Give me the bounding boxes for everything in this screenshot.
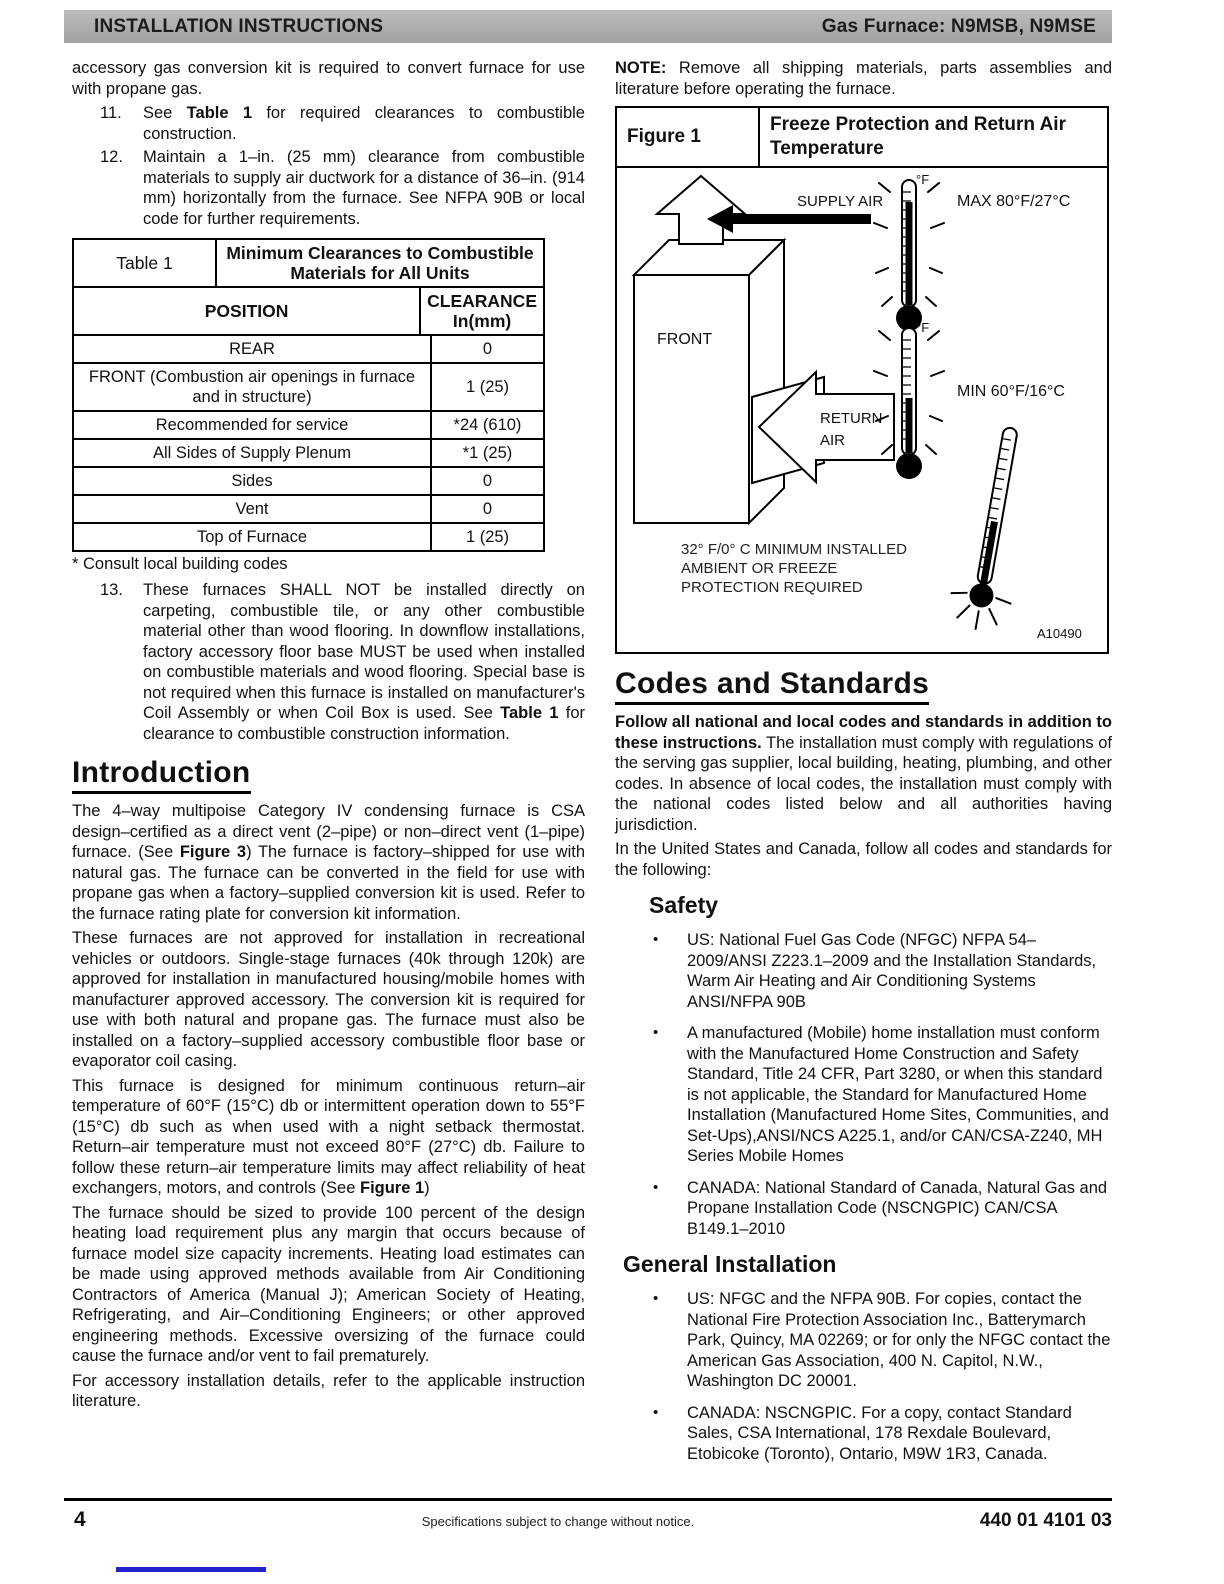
codes-standards-heading: Codes and Standards xyxy=(615,667,929,705)
list-item xyxy=(615,930,1112,1012)
figure-1-header xyxy=(617,108,1107,168)
list-item-13 xyxy=(72,580,585,744)
list-text: Maintain a 1–in. (25 mm) clearance from combustible materials to supply air ductwork for a distance of 36–in. (914 mm) horizontally from the furnace. See NFPA 90B or local code for further requirements. xyxy=(143,148,585,228)
page-footer xyxy=(64,1508,1112,1532)
scan-artifact-blue-line xyxy=(116,1567,266,1572)
note-paragraph xyxy=(615,58,1112,99)
list-item-12 xyxy=(72,147,585,229)
page-header-bar xyxy=(64,10,1112,43)
paragraph: These furnaces are not approved for installation in recreational vehicles or outdoors. Single-stage furnaces (40k through 120k) are approved for installation in manufactured housing/mobile homes with manufacturer approved accessory. The conversion kit is required for use with both natural and propane gas. The furnace must also be installed on a factory–supplied accessory combustible floor base or evaporator coil casing. xyxy=(72,929,585,1070)
table-1-header-row xyxy=(74,286,543,334)
bullet-dot: • xyxy=(653,1290,659,1307)
left-column xyxy=(72,54,585,1475)
supply-air-label: SUPPLY AIR xyxy=(797,193,884,210)
front-label: FRONT xyxy=(657,331,713,348)
degf-label: °F xyxy=(916,320,930,335)
position-cell: All Sides of Supply Plenum xyxy=(74,440,432,466)
position-cell: Top of Furnace xyxy=(74,524,432,550)
list-text xyxy=(143,103,585,144)
figure-1-title: Freeze Protection and Return Air Temperature xyxy=(770,114,1066,159)
footer-rule xyxy=(64,1498,1112,1501)
figure-caption-line1: 32° F/0° C MINIMUM INSTALLED xyxy=(681,541,907,558)
general-installation-heading: General Installation xyxy=(623,1251,837,1277)
clearance-cell: 1 (25) xyxy=(465,378,510,396)
min-temp-label: MIN 60°F/16°C xyxy=(957,383,1065,400)
text-run: See xyxy=(143,104,187,122)
degf-label: °F xyxy=(916,172,930,187)
bullet-text: CANADA: NSCNGPIC. For a copy, contact Standard Sales, CSA International, 178 Rexdale Boulevard, Etobicoke (Toronto), Ontario, M9W 1R3, Canada. xyxy=(687,1403,1072,1463)
list-item xyxy=(615,1403,1112,1465)
text-run: for clearance to combustible construction information. xyxy=(143,704,586,743)
table-row xyxy=(74,494,543,522)
table-row xyxy=(74,466,543,494)
clearance-cell: 1 (25) xyxy=(465,528,510,546)
max-temp-label: MAX 80°F/27°C xyxy=(957,193,1071,210)
continuation-paragraph: accessory gas conversion kit is required to convert furnace for use with propane gas. xyxy=(72,59,585,98)
bullet-text: CANADA: National Standard of Canada, Natural Gas and Propane Installation Code (NSCNGPIC) CAN/CSA B149.1–2010 xyxy=(687,1178,1108,1238)
text-run: These furnaces SHALL NOT be installed directly on carpeting, combustible tile, or any other combustible material other than wood flooring. In downflow installations, factory accessory floor base MUST be used when installed on combustible materials and wood flooring. Special base is not required when this furnace is installed on manufacturer's Coil Assembly or when Coil Box is used. See xyxy=(143,581,585,722)
figure-id-label: A10490 xyxy=(1037,626,1082,641)
paragraph: For accessory installation details, refer to the applicable instruction literature. xyxy=(72,1371,585,1410)
footer-disclaimer: Specifications subject to change without notice. xyxy=(421,1514,695,1529)
position-cell: FRONT (Combustion air openings in furnace and in structure) xyxy=(74,364,432,410)
paragraph: The furnace should be sized to provide 100 percent of the design heating load requirement plus any margin that occurs because of furnace model size capacity increments. Heating load estimates can be made using approved methods available from Air Conditioning Contractors of America (Manual J); American Society of Heating, Refrigerating, and Air–Conditioning Engineers; or other approved engineering methods. Excessive oversizing of the furnace could cause the furnace and/or vent to fail prematurely. xyxy=(72,1203,585,1365)
table-1-title: Minimum Clearances to Combustible Materials for All Units xyxy=(226,243,534,283)
document-number: 440 01 4101 03 xyxy=(979,1510,1112,1531)
page-number: 4 xyxy=(74,1508,86,1531)
text-run: Remove all shipping materials, parts assemblies and literature before operating the furnace. xyxy=(615,59,1112,98)
list-item xyxy=(615,1178,1112,1240)
column-header-clearance-line2: In(mm) xyxy=(452,311,512,331)
paragraph xyxy=(615,712,1112,835)
safety-heading: Safety xyxy=(649,892,719,918)
position-cell: Sides xyxy=(74,468,432,494)
list-item xyxy=(615,1023,1112,1167)
bullet-dot: • xyxy=(653,1178,659,1196)
list-number: 13. xyxy=(100,581,123,599)
bullet-dot: • xyxy=(653,1403,659,1421)
introduction-heading: Introduction xyxy=(72,756,251,794)
table-row xyxy=(74,410,543,438)
text-run-bold: Follow all national and local codes and standards in addition to these instructions. xyxy=(615,713,1112,752)
position-cell: REAR xyxy=(74,336,432,362)
text-run: The 4–way multipoise Category IV condensing furnace is CSA design–certified as a direct vent (2–pipe) or non–direct vent (1–pipe) furnace. (See xyxy=(72,802,585,861)
figure-caption-line3: PROTECTION REQUIRED xyxy=(681,579,863,596)
bullet-text: US: National Fuel Gas Code (NFGC) NFPA 54–2009/ANSI Z223.1–2009 and the Installation Standards, Warm Air Heating and Air Conditioning Systems ANSI/NFPA 90B xyxy=(687,931,1097,1011)
list-item-11 xyxy=(72,103,585,144)
return-air-label-line1: RETURN xyxy=(820,410,883,427)
figure-1-label: Figure 1 xyxy=(617,108,760,166)
table-row xyxy=(74,362,543,410)
text-run: for required clearances to combustible construction. xyxy=(143,104,585,143)
bullet-text: US: NFGC and the NFPA 90B. For copies, contact the National Fire Protection Association Inc., Batterymarch Park, Quincy, MA 02269; or for only the NFGC contact the American Gas Association, 400 N. Capitol, N.W., Washington DC 20001. xyxy=(687,1290,1111,1390)
table-footnote: * Consult local building codes xyxy=(72,555,288,573)
clearance-cell: *1 (25) xyxy=(462,444,513,462)
table-1 xyxy=(72,238,545,552)
paragraph xyxy=(72,801,585,924)
column-header-position: POSITION xyxy=(74,288,421,334)
general-bullet-list xyxy=(615,1289,1112,1464)
paragraph xyxy=(72,1076,585,1199)
paragraph: In the United States and Canada, follow all codes and standards for the following: xyxy=(615,840,1112,879)
table-row xyxy=(74,438,543,466)
list-number: 11. xyxy=(100,104,122,122)
column-header-clearance-line1: CLEARANCE xyxy=(427,291,537,311)
text-run-bold: Figure 1 xyxy=(359,1179,425,1197)
page-body xyxy=(72,54,1112,1475)
bullet-dot: • xyxy=(653,931,659,948)
right-column xyxy=(615,54,1112,1475)
section-heading-wrap xyxy=(615,667,1112,705)
header-right-title: Gas Furnace: N9MSB, N9MSE xyxy=(821,15,1096,37)
note-label: NOTE: xyxy=(615,59,667,77)
list-number: 12. xyxy=(100,148,123,166)
figure-caption-line2: AMBIENT OR FREEZE xyxy=(681,560,838,577)
header-left-title: INSTALLATION INSTRUCTIONS xyxy=(94,15,384,37)
clearance-cell: 0 xyxy=(482,340,493,358)
text-run-bold: Table 1 xyxy=(500,704,559,722)
figure-1-body xyxy=(617,168,1107,652)
table-row xyxy=(74,522,543,550)
clearance-cell: *24 (610) xyxy=(453,416,522,434)
text-run: ) The furnace is factory–shipped for use with natural gas. The furnace can be converted in the field for use with propane gas when a factory–supplied conversion kit is used. Refer to the furnace rating plate for conversion kit information. xyxy=(72,843,585,923)
text-run: ) xyxy=(424,1179,430,1197)
bullet-dot: • xyxy=(653,1024,659,1041)
list-item xyxy=(615,1289,1112,1392)
bullet-text: A manufactured (Mobile) home installation must conform with the Manufactured Home Construction and Safety Standard, Title 24 CFR, Part 3280, or when this standard is not applicable, the Standard for Manufactured Home Installation (Manufactured Home Sites, Communities, and Set-Ups),ANSI/NCS A225.1, and/or CAN/CSA-Z240, MH Series Mobile Homes xyxy=(687,1024,1109,1165)
figure-1 xyxy=(615,106,1109,654)
text-run: This furnace is designed for minimum continuous return–air temperature of 60°F (15°C) db or intermittent operation down to 55°F (15°C) db such as when used with a night setback thermostat. Return–air temperature must not exceed 80°F (27°C) db. Failure to follow these return–air temperature limits may affect reliability of heat exchangers, motors, and controls (See xyxy=(72,1076,585,1197)
text-run-bold: Figure 3 xyxy=(179,843,247,861)
text-run: The installation must comply with regulations of the serving gas supplier, local building, heating, plumbing, and other codes. In absence of local codes, the installation must comply with the national codes listed below and all authorities having jurisdiction. xyxy=(615,733,1112,834)
position-cell: Vent xyxy=(74,496,432,522)
frozen-thermometer-icon xyxy=(946,423,1041,634)
safety-bullet-list xyxy=(615,930,1112,1239)
table-1-title-row xyxy=(74,240,543,286)
position-cell: Recommended for service xyxy=(74,412,432,438)
table-1-label: Table 1 xyxy=(74,240,217,286)
table-row xyxy=(74,334,543,362)
clearance-cell: 0 xyxy=(482,472,493,490)
clearance-cell: 0 xyxy=(482,500,493,518)
max-thermometer-icon xyxy=(874,180,944,331)
freeze-protection-diagram xyxy=(619,170,1105,650)
column-header-clearance xyxy=(421,288,543,334)
return-air-label-line2: AIR xyxy=(820,432,846,449)
text-run-bold: Table 1 xyxy=(186,104,253,122)
section-heading-wrap xyxy=(72,756,585,794)
list-text xyxy=(143,580,585,744)
